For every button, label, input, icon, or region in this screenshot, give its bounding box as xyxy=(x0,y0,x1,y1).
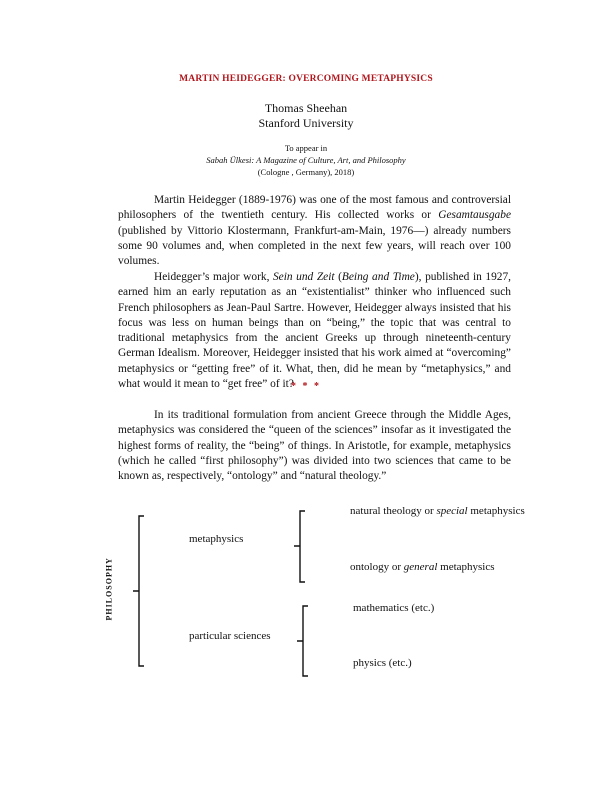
publication-journal: Sabah Ülkesi: A Magazine of Culture, Art, and Philosophy xyxy=(206,155,406,165)
ontology-post: metaphysics xyxy=(437,561,495,573)
ontology-pre: ontology or xyxy=(350,561,404,573)
diagram-physics: physics (etc.) xyxy=(353,657,412,669)
bracket-metaphysics xyxy=(294,511,305,582)
p2-text-b: Sein und Zeit xyxy=(272,271,335,283)
natural-em: special xyxy=(436,505,468,517)
p1-text-c: (published by Vittorio Klostermann, Frankfurt-am-Main, 1976—) already numbers some 90 volumes and, when completed in the next few years, will reach over 100 volumes. xyxy=(118,224,511,268)
p2-text-a: Heidegger’s major work, xyxy=(154,271,273,283)
p2-text-c: ( xyxy=(334,271,342,283)
p3-text: In its traditional formulation from ancient Greece through the Middle Ages, metaphysics was considered the “queen of the sciences” insofar as it investigated the highest forms of reality, the “being” of things. In Aristotle, for example, metaphysics (which he called “first philosophy”) was divided into two sciences that came to be known as, respectively, “ontology” and “natural theology.” xyxy=(118,409,511,483)
p2-text-d: Being and Time xyxy=(341,271,415,283)
diagram-natural-theology xyxy=(350,505,525,517)
paper-title: MARTIN HEIDEGGER: OVERCOMING METAPHYSICS xyxy=(179,74,433,84)
author-affiliation: Stanford University xyxy=(258,115,354,130)
diagram-mathematics: mathematics (etc.) xyxy=(353,602,435,614)
diagram-particular-label: particular sciences xyxy=(189,630,271,642)
natural-pre: natural theology or xyxy=(350,505,437,517)
publication-line: To appear in xyxy=(284,143,328,153)
diagram-metaphysics-label: metaphysics xyxy=(189,533,244,545)
section-divider: * * * xyxy=(291,381,321,392)
ontology-em: general xyxy=(403,561,438,573)
publication-place: (Cologne , Germany), 2018) xyxy=(257,167,355,177)
diagram-root-label: PHILOSOPHY xyxy=(104,557,114,621)
diagram-ontology xyxy=(350,561,495,573)
p1-text-a: Martin Heidegger (1889-1976) was one of the most famous and controversial philosophers of the twentieth century. His collected works or xyxy=(118,194,511,222)
p1-text-b: Gesamtausgabe xyxy=(438,209,511,222)
natural-post: metaphysics xyxy=(467,505,525,517)
author-name: Thomas Sheehan xyxy=(264,101,348,115)
bracket-philosophy xyxy=(133,516,144,666)
p2-text-e: ), published in 1927, earned him an early reputation as an “existentialist” thinker who influenced such French philosophers as Jean-Paul Sartre. However, Heidegger always insisted that his focus was less on human beings than on “being,” the topic that was central to traditional metaphysics from the ancient Greeks up through nineteenth-century German Idealism. Moreover, Heidegger insisted that his work aimed at “overcoming” metaphysics or “getting free” of it. What, then, did he mean by “metaphysics,” and what would it mean to “get free” of it? xyxy=(118,271,511,391)
bracket-sciences xyxy=(297,606,308,676)
